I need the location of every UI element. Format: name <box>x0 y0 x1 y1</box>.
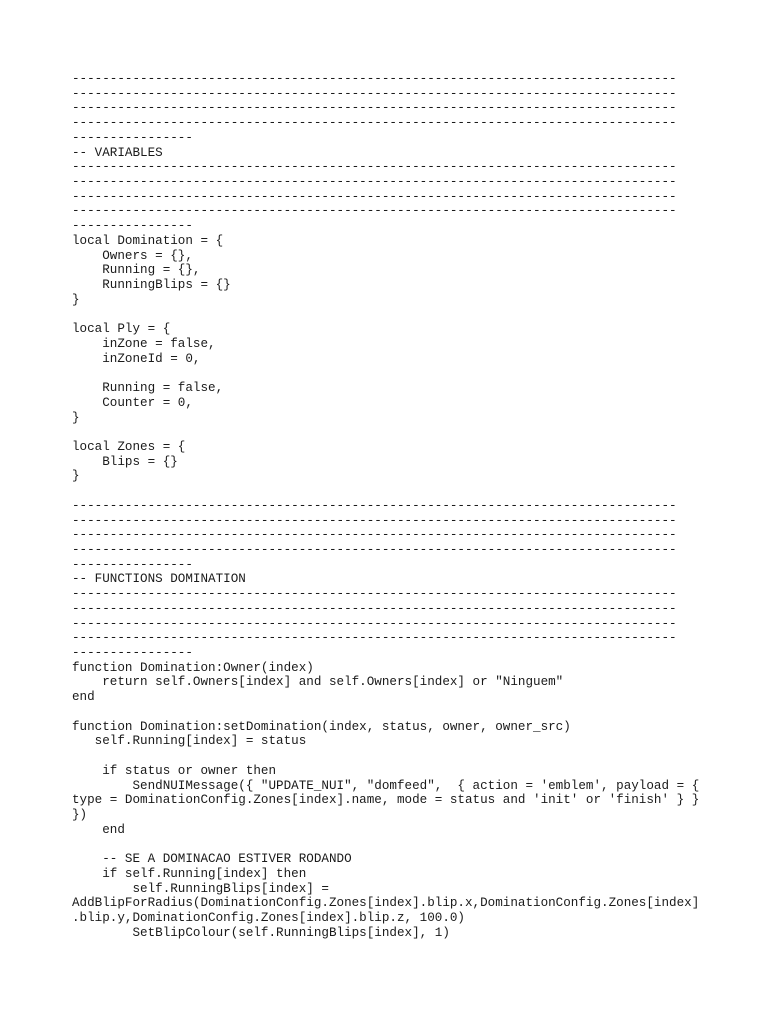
code-line: -------------------------------------------------------------------------------- <box>72 513 677 528</box>
code-line: -- SE A DOMINACAO ESTIVER RODANDO <box>72 852 352 867</box>
code-line: SendNUIMessage({ "UPDATE_NUI", "domfeed", { action = 'emblem', payload = { <box>72 778 700 793</box>
code-line: if status or owner then <box>72 763 277 778</box>
code-line: -------------------------------------------------------------------------------- <box>72 86 677 101</box>
code-line: inZone = false, <box>72 336 216 351</box>
code-line: Blips = {} <box>72 454 178 469</box>
code-line: } <box>72 292 80 307</box>
code-line <box>72 484 702 499</box>
code-line <box>72 425 702 440</box>
code-line: local Ply = { <box>72 322 171 337</box>
code-line: -------------------------------------------------------------------------------- <box>72 498 677 513</box>
code-line: -------------------------------------------------------------------------------- <box>72 101 677 116</box>
code-line: -- FUNCTIONS DOMINATION <box>72 572 246 587</box>
code-line <box>72 366 702 381</box>
code-line: -------------------------------------------------------------------------------- <box>72 528 677 543</box>
code-line: -------------------------------------------------------------------------------- <box>72 587 677 602</box>
code-line: } <box>72 410 80 425</box>
code-line <box>72 705 702 720</box>
code-line: } <box>72 469 80 484</box>
code-line: Running = false, <box>72 381 224 396</box>
code-line: function Domination:Owner(index) <box>72 660 314 675</box>
code-line: local Zones = { <box>72 439 186 454</box>
code-line: -------------------------------------------------------------------------------- <box>72 601 677 616</box>
code-line: -------------------------------------------------------------------------------- <box>72 631 677 646</box>
code-line: ---------------- <box>72 219 193 234</box>
code-line: end <box>72 690 95 705</box>
code-line: RunningBlips = {} <box>72 278 231 293</box>
code-document <box>72 72 702 940</box>
code-line: -------------------------------------------------------------------------------- <box>72 160 677 175</box>
code-line: ---------------- <box>72 130 193 145</box>
code-line: -- VARIABLES <box>72 145 163 160</box>
code-line: return self.Owners[index] and self.Owners[index] or "Ninguem" <box>72 675 564 690</box>
code-line: ---------------- <box>72 557 193 572</box>
code-line: self.RunningBlips[index] = <box>72 881 329 896</box>
code-line <box>72 837 702 852</box>
code-line: Owners = {}, <box>72 248 193 263</box>
code-line: -------------------------------------------------------------------------------- <box>72 72 677 86</box>
code-line: .blip.y,DominationConfig.Zones[index].blip.z, 100.0) <box>72 910 465 925</box>
code-line: SetBlipColour(self.RunningBlips[index], 1) <box>72 925 450 940</box>
code-line: Running = {}, <box>72 263 201 278</box>
code-line: Counter = 0, <box>72 395 193 410</box>
code-line: AddBlipForRadius(DominationConfig.Zones[index].blip.x,DominationConfig.Zones[index] <box>72 896 700 911</box>
code-line: -------------------------------------------------------------------------------- <box>72 543 677 557</box>
code-line: local Domination = { <box>72 233 224 248</box>
code-line <box>72 749 702 764</box>
code-line: -------------------------------------------------------------------------------- <box>72 116 677 131</box>
code-line: -------------------------------------------------------------------------------- <box>72 204 677 219</box>
code-line: -------------------------------------------------------------------------------- <box>72 175 677 190</box>
code-line: end <box>72 822 125 837</box>
code-line: type = DominationConfig.Zones[index].name, mode = status and 'init' or 'finish' } } <box>72 793 700 808</box>
code-line: -------------------------------------------------------------------------------- <box>72 616 677 631</box>
code-line: }) <box>72 807 88 822</box>
code-line: function Domination:setDomination(index, status, owner, owner_src) <box>72 719 571 734</box>
code-line: inZoneId = 0, <box>72 351 201 366</box>
code-line: self.Running[index] = status <box>72 734 307 749</box>
code-line: -------------------------------------------------------------------------------- <box>72 189 677 204</box>
code-line <box>72 308 702 323</box>
code-line: if self.Running[index] then <box>72 866 307 881</box>
code-line: ---------------- <box>72 646 193 661</box>
